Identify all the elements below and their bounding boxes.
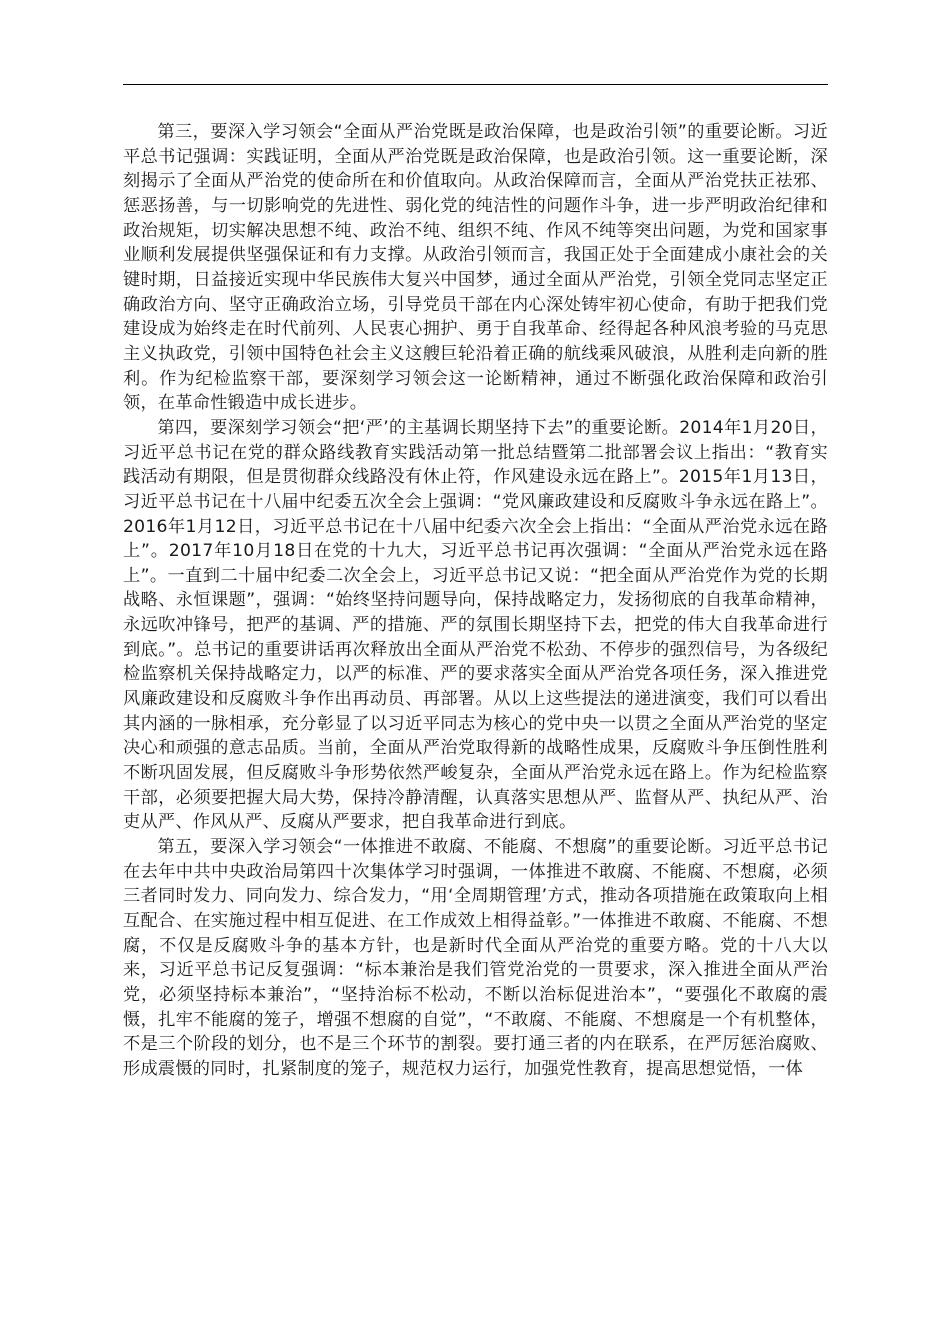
paragraph-fifth-point: 第五，要深入学习领会“一体推进不敢腐、不能腐、不想腐”的重要论断。习近平总书记在去年中共中央政治局第四十次集体学习时强调，一体推进不敢腐、不能腐、不想腐，必须三者同时发力、同向发力、综合发力，“用‘全周期管理’方式，推动各项措施在政策取向上相互配合、在实施过程中相互促进、在工作成效上相得益彰。”一体推进不敢腐、不能腐、不想腐，不仅是反腐败斗争的基本方针，也是新时代全面从严治党的重要方略。党的十八大以来，习近平总书记反复强调：“标本兼治是我们管党治党的一贯要求，深入推进全面从严治党，必须坚持标本兼治”，“坚持治标不松动，不断以治标促进治本”，“要强化不敢腐的震慑，扎牢不能腐的笼子，增强不想腐的自觉”，“不敢腐、不能腐、不想腐是一个有机整体，不是三个阶段的划分，也不是三个环节的割裂。要打通三者的内在联系，在严厉惩治腐败、形成震慑的同时，扎紧制度的笼子，规范权力运行，加强党性教育，提高思想觉悟，一体: [123, 837, 828, 1079]
paragraph-third-point: 第三，要深入学习领会“全面从严治党既是政治保障，也是政治引领”的重要论断。习近平总书记强调：实践证明，全面从严治党既是政治保障，也是政治引领。这一重要论断，深刻揭示了全面从严治党的使命所在和价值取向。从政治保障而言，全面从严治党扶正祛邪、惩恶扬善，与一切影响党的先进性、弱化党的纯洁性的问题作斗争，进一步严明政治纪律和政治规矩，切实解决思想不纯、政治不纯、组织不纯、作风不纯等突出问题，为党和国家事业顺利发展提供坚强保证和有力支撑。从政治引领而言，我国正处于全面建成小康社会的关键时期，日益接近实现中华民族伟大复兴中国梦，通过全面从严治党，引领全党同志坚定正确政治方向、坚守正确政治立场，引导党员干部在内心深处铸牢初心使命，有助于把我们党建设成为始终走在时代前列、人民衷心拥护、勇于自我革命、经得起各种风浪考验的马克思主义执政党，引领中国特色社会主义这艘巨轮沿着正确的航线乘风破浪，从胜利走向新的胜利。作为纪检监察干部，要深刻学习领会这一论断精神，通过不断强化政治保障和政治引领，在革命性锻造中成长进步。: [123, 122, 828, 414]
body-text: [123, 120, 828, 1082]
header-rule: [123, 84, 828, 85]
paragraph-fourth-point: 第四，要深刻学习领会“把‘严’的主基调长期坚持下去”的重要论断。2014年1月20日，习近平总书记在党的群众路线教育实践活动第一批总结暨第二批部署会议上指出：“教育实践活动有期限，但是贯彻群众线路没有休止符，作风建设永远在路上”。2015年1月13日，习近平总书记在十八届中纪委五次全会上强调：“党风廉政建设和反腐败斗争永远在路上”。2016年1月12日，习近平总书记在十八届中纪委六次全会上指出：“全面从严治党永远在路上”。2017年10月18日在党的十九大，习近平总书记再次强调：“全面从严治党永远在路上”。一直到二十届中纪委二次全会上，习近平总书记又说：“把全面从严治党作为党的长期战略、永恒课题”，强调：“始终坚持问题导向，保持战略定力，发扬彻底的自我革命精神，永远吹冲锋号，把严的基调、严的措施、严的氛围长期坚持下去，把党的伟大自我革命进行到底。”。总书记的重要讲话再次释放出全面从严治党不松劲、不停步的强烈信号，为各级纪检监察机关保持战略定力，以严的标准、严的要求落实全面从严治党各项任务，深入推进党风廉政建设和反腐败斗争作出再动员、再部署。从以上这些提法的递进演变，我们可以看出其内涵的一脉相承，充分彰显了以习近平同志为核心的党中央一以贯之全面从严治党的坚定决心和顽强的意志品质。当前，全面从严治党取得新的战略性成果，反腐败斗争压倒性胜利不断巩固发展，但反腐败斗争形势依然严峻复杂，全面从严治党永远在路上。作为纪检监察干部，必须要把握大局大势，保持冷静清醒，认真落实思想从严、监督从严、执纪从严、治吏从严、作风从严、反腐从严要求，把自我革命进行到底。: [123, 417, 828, 833]
